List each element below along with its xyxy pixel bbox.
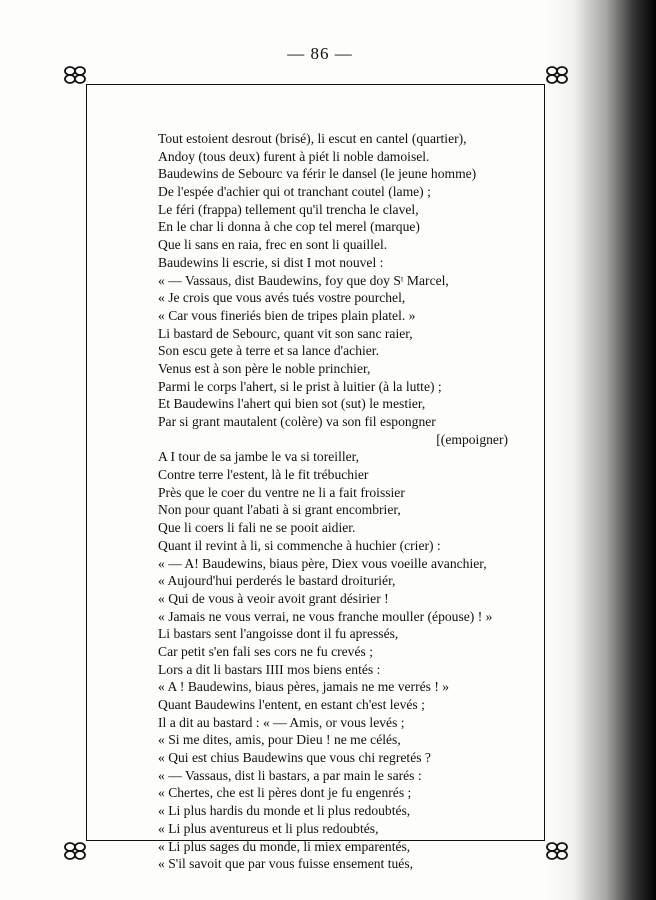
corner-ornament-icon	[62, 64, 88, 86]
poem-text	[158, 130, 508, 873]
poem-line: « Jamais ne vous verrai, ne vous franche mouller (épouse) ! »	[158, 608, 493, 624]
poem-line: « Li plus aventureus et li plus redoubtés,	[158, 820, 379, 836]
poem-line: Près que le coer du ventre ne li a fait froissier	[158, 484, 405, 500]
poem-line: Il a dit au bastard : « — Amis, or vous levés ;	[158, 714, 405, 730]
poem-line: « Si me dites, amis, pour Dieu ! ne me célés,	[158, 732, 401, 748]
poem-line: Que li sans en raia, frec en sont li quaillel.	[158, 237, 388, 253]
corner-ornament-icon	[544, 840, 570, 862]
poem-line: A I tour de sa jambe le va si toreiller,	[158, 449, 360, 465]
poem-line: Contre terre l'estent, là le fit trébuchier	[158, 467, 369, 483]
poem-line: « Li plus sages du monde, li miex emparentés,	[158, 838, 411, 854]
poem-line: Li bastard de Sebourc, quant vit son sanc raier,	[158, 325, 413, 341]
poem-line: « Chertes, che est li pères dont je fu engenrés ;	[158, 785, 412, 801]
corner-ornament-icon	[544, 64, 570, 86]
poem-line: Andoy (tous deux) furent à piét li noble damoisel.	[158, 148, 430, 164]
scan-edge-shadow	[546, 0, 656, 900]
poem-line: Par si grant mautalent (colère) va son fil espongner	[158, 414, 436, 429]
poem-line: Car petit s'en fali ses cors ne fu crevés ;	[158, 643, 373, 659]
poem-line: « — Vassaus, dist li bastars, a par main le sarés :	[158, 767, 422, 783]
poem-line: « A ! Baudewins, biaus pères, jamais ne me verrés ! »	[158, 679, 450, 695]
poem-line: « — A! Baudewins, biaus père, Diex vous voeille avanchier,	[158, 555, 487, 571]
poem-line: « Li plus hardis du monde et li plus redoubtés,	[158, 803, 411, 819]
poem-line: « — Vassaus, dist Baudewins, foy que doy Sᵗ Marcel,	[158, 272, 449, 288]
poem-line: Li bastars sent l'angoisse dont il fu apressés,	[158, 626, 399, 642]
poem-line: Et Baudewins l'ahert qui bien sot (sut) le mestier,	[158, 396, 426, 412]
poem-line: « Car vous fineriés bien de tripes plain platel. »	[158, 307, 416, 323]
poem-line: Quant Baudewins l'entent, en estant ch'est levés ;	[158, 697, 425, 712]
poem-line: « S'il savoit que par vous fuisse ensement tués,	[158, 856, 414, 872]
poem-line: Parmi le corps l'ahert, si le prist à luitier (à la lutte) ;	[158, 378, 442, 394]
poem-line: En le char li donna à che cop tel merel (marque)	[158, 219, 420, 235]
page-number: — 86 —	[287, 44, 353, 63]
poem-line: « Qui est chius Baudewins que vous chi regretés ?	[158, 750, 431, 766]
poem-line: Baudewins de Sebourc va férir le dansel (le jeune homme)	[158, 166, 477, 182]
poem-line-continuation: [(empoigner)	[436, 431, 508, 447]
poem-line: Quant il revint à li, si commenche à huchier (crier) :	[158, 537, 441, 553]
corner-ornament-icon	[62, 840, 88, 862]
poem-line: Venus est à son père le noble princhier,	[158, 360, 371, 376]
poem-line: Lors a dit li bastars IIII mos biens entés :	[158, 661, 381, 677]
poem-line: Son escu gete à terre et sa lance d'achier.	[158, 343, 379, 359]
poem-line: Non pour quant l'abati à si grant encombrier,	[158, 502, 401, 518]
poem-line: « Je crois que vous avés tués vostre pourchel,	[158, 290, 406, 306]
poem-line: Le féri (frappa) tellement qu'il trencha le clavel,	[158, 201, 419, 217]
poem-line: Que li coers li fali ne se pooit aidier.	[158, 520, 356, 536]
poem-line: Baudewins li escrie, si dist I mot nouvel :	[158, 254, 384, 270]
poem-line: « Qui de vous à veoir avoit grant désirier !	[158, 590, 389, 606]
poem-line: De l'espée d'achier qui ot tranchant coutel (lame) ;	[158, 184, 431, 200]
poem-line: Tout estoient desrout (brisé), li escut en cantel (quartier),	[158, 131, 467, 146]
poem-line: « Aujourd'hui perderés le bastard droituriér,	[158, 573, 396, 589]
